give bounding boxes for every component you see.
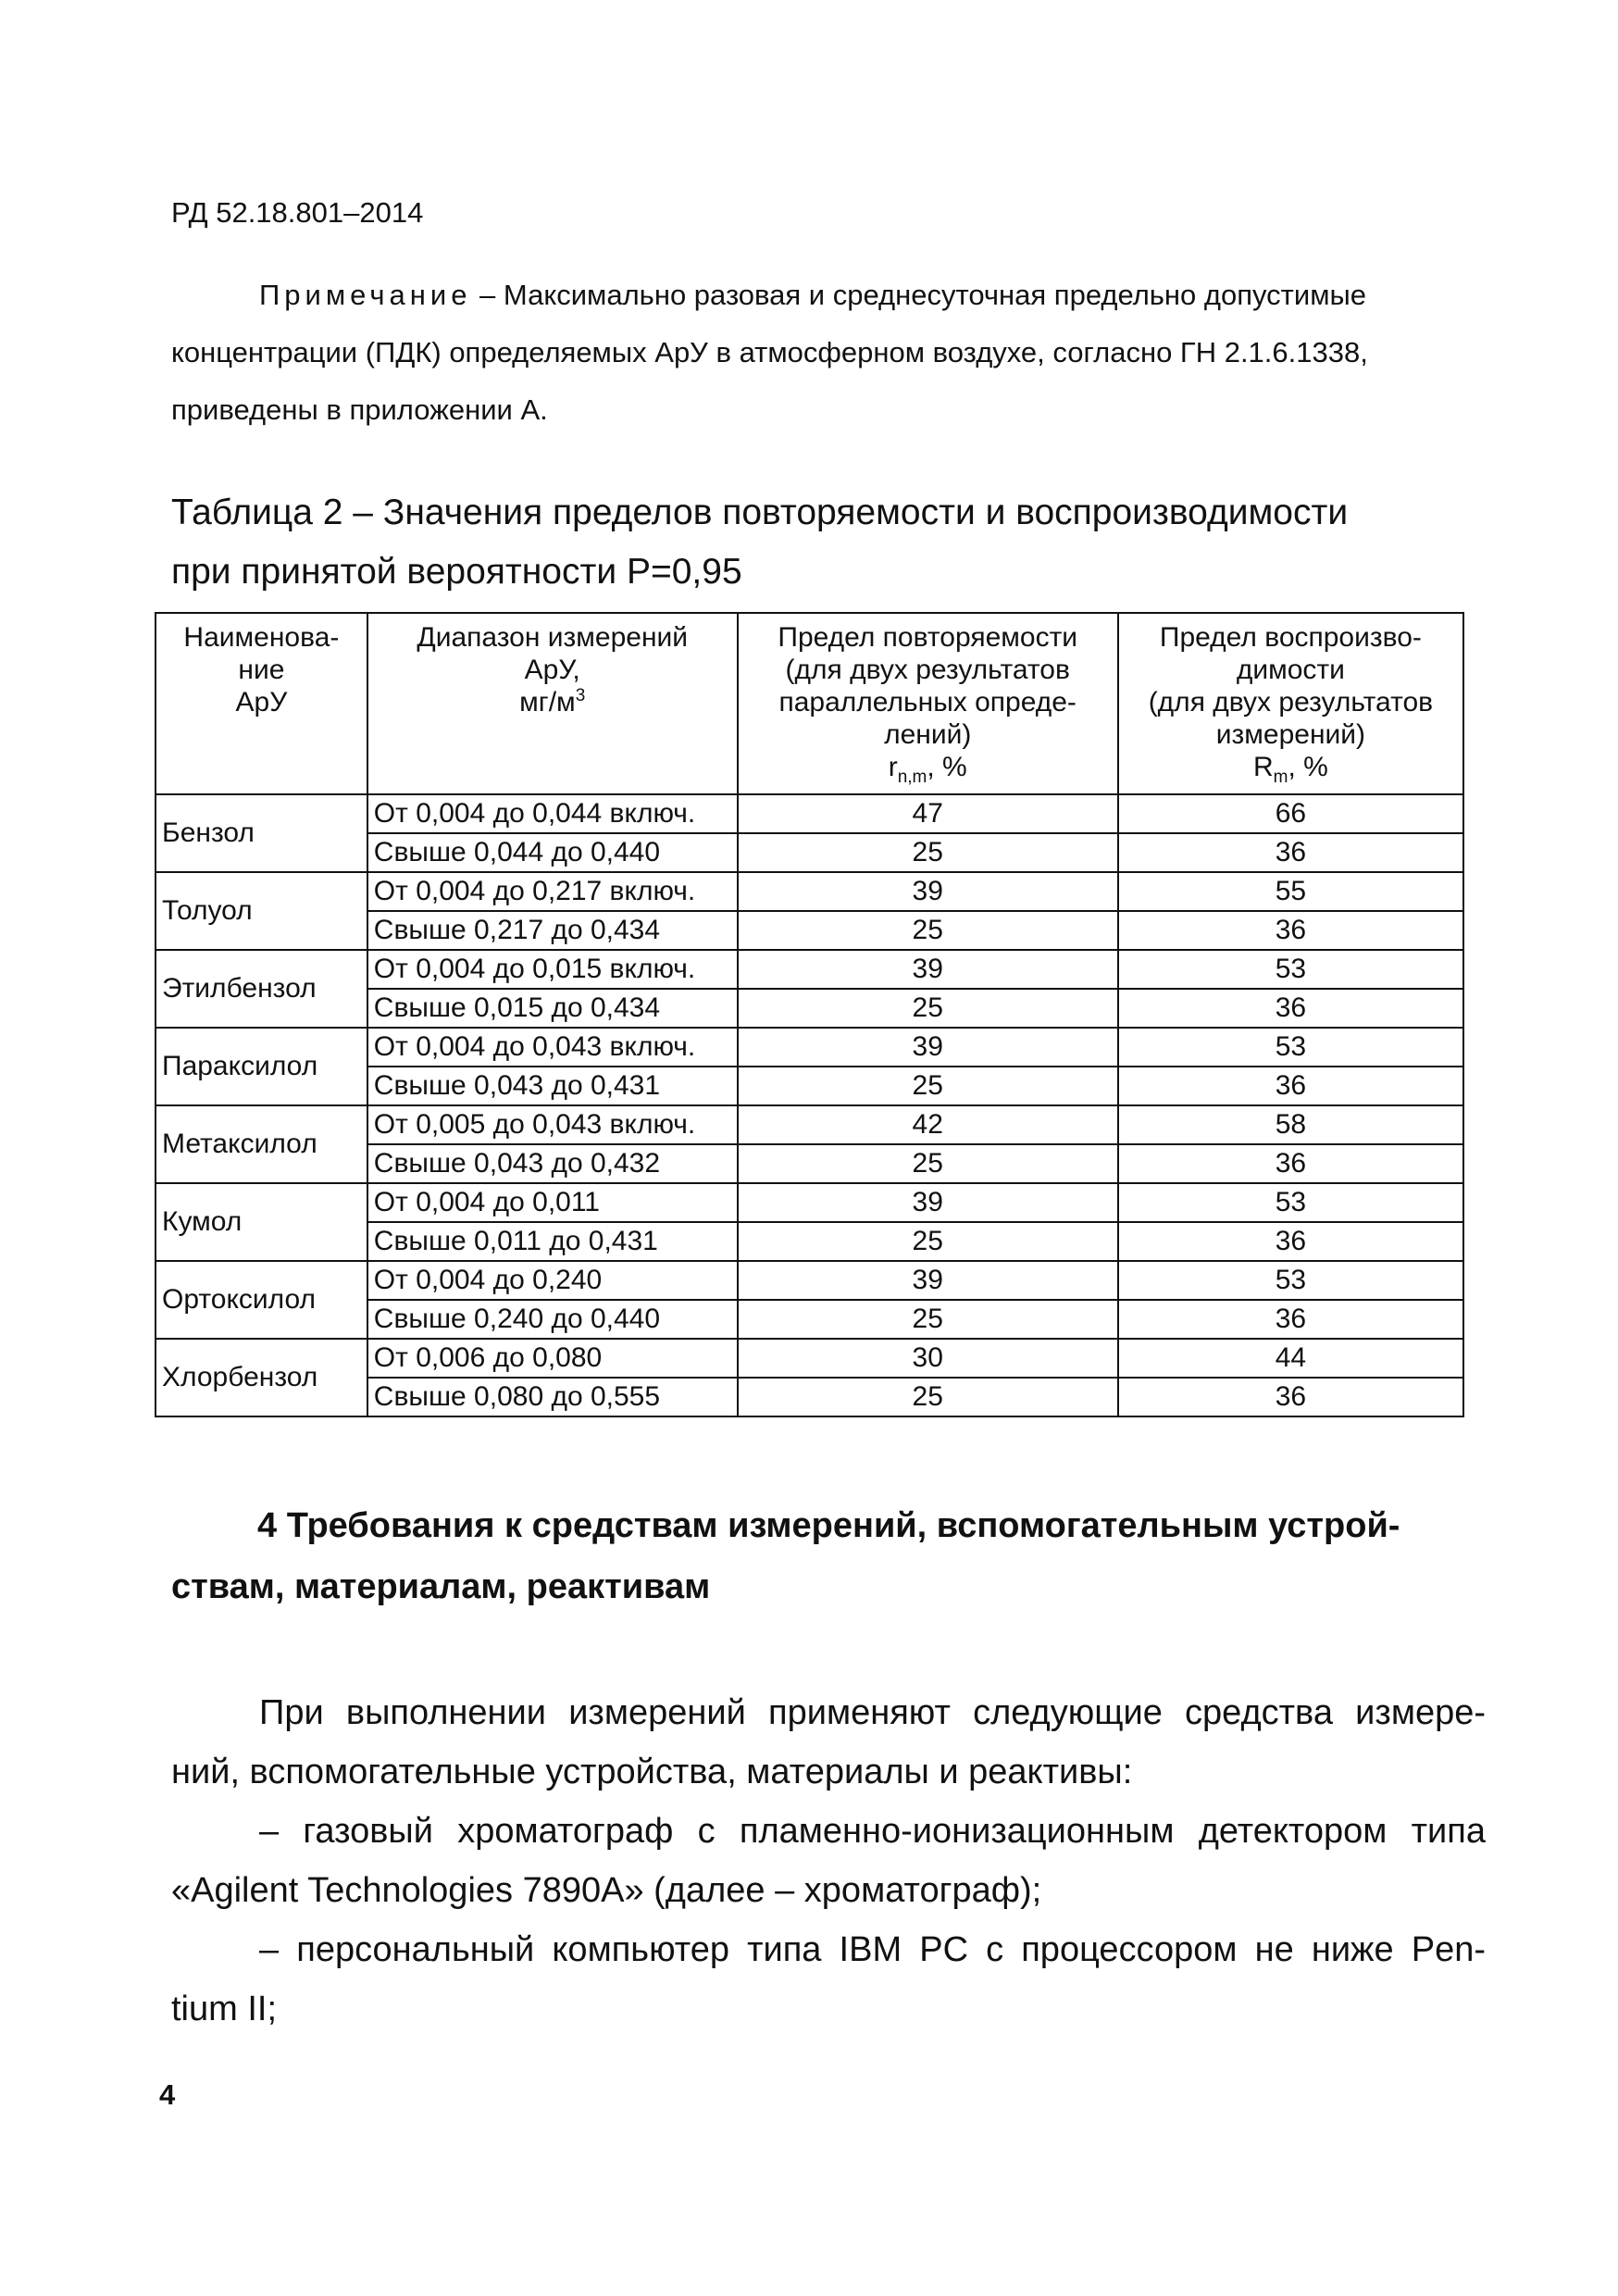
- reproducibility-cell: 55: [1118, 872, 1463, 911]
- repeatability-cell: 25: [738, 1144, 1118, 1183]
- note-line-2: концентрации (ПДК) определяемых АрУ в атмосферном воздухе, согласно ГН 2.1.6.1338,: [171, 336, 1368, 368]
- list-item-line: «Agilent Technologies 7890A» (далее – хроматограф);: [171, 1871, 1042, 1910]
- range-cell: Свыше 0,015 до 0,434: [367, 989, 738, 1028]
- range-cell: Свыше 0,011 до 0,431: [367, 1222, 738, 1261]
- note-label: Примечание: [259, 279, 472, 311]
- section-4-heading: [171, 1495, 1486, 1617]
- limits-table: [155, 612, 1464, 1417]
- paragraph-line: ний, вспомогательные устройства, материалы и реактивы:: [171, 1753, 1133, 1791]
- note-line-1: [171, 267, 1486, 324]
- substance-name: Кумол: [156, 1183, 367, 1261]
- range-cell: От 0,005 до 0,043 включ.: [367, 1105, 738, 1144]
- range-cell: От 0,004 до 0,217 включ.: [367, 872, 738, 911]
- table-row: [156, 1261, 1463, 1300]
- range-cell: От 0,004 до 0,044 включ.: [367, 794, 738, 833]
- section-4-heading-line-1: 4 Требования к средствам измерений, вспомогательным устрой-: [257, 1506, 1400, 1545]
- list-item-line: tium II;: [171, 1990, 278, 2028]
- page-number: 4: [159, 2078, 176, 2111]
- reproducibility-cell: 36: [1118, 989, 1463, 1028]
- reproducibility-cell: 44: [1118, 1339, 1463, 1378]
- range-cell: Свыше 0,043 до 0,431: [367, 1067, 738, 1105]
- table-row: [156, 872, 1463, 911]
- substance-name: Бензол: [156, 794, 367, 872]
- repeatability-cell: 39: [738, 872, 1118, 911]
- table-row: [156, 950, 1463, 989]
- repeatability-cell: 47: [738, 794, 1118, 833]
- range-cell: От 0,004 до 0,015 включ.: [367, 950, 738, 989]
- repeatability-cell: 25: [738, 911, 1118, 950]
- reproducibility-cell: 36: [1118, 1300, 1463, 1339]
- reproducibility-cell: 36: [1118, 911, 1463, 950]
- substance-name: Ортоксилол: [156, 1261, 367, 1339]
- reproducibility-cell: 53: [1118, 950, 1463, 989]
- section-4-heading-line-2: ствам, материалам, реактивам: [171, 1567, 711, 1606]
- range-cell: От 0,004 до 0,240: [367, 1261, 738, 1300]
- repeatability-cell: 30: [738, 1339, 1118, 1378]
- range-cell: Свыше 0,043 до 0,432: [367, 1144, 738, 1183]
- range-cell: От 0,004 до 0,011: [367, 1183, 738, 1222]
- note: [171, 267, 1486, 439]
- reproducibility-cell: 53: [1118, 1183, 1463, 1222]
- table-header-row: [156, 613, 1463, 794]
- substance-name: Метаксилол: [156, 1105, 367, 1183]
- repeatability-cell: 39: [738, 1183, 1118, 1222]
- reproducibility-cell: 53: [1118, 1261, 1463, 1300]
- list-item-line: – персональный компьютер типа IBM PC с процессором не ниже Pen-: [259, 1930, 1486, 1969]
- repeatability-cell: 25: [738, 989, 1118, 1028]
- reproducibility-cell: 53: [1118, 1028, 1463, 1067]
- table-row: [156, 1105, 1463, 1144]
- repeatability-cell: 25: [738, 833, 1118, 872]
- table-caption-line-2: при принятой вероятности Р=0,95: [171, 552, 742, 592]
- section-4-body: [171, 1683, 1486, 2039]
- table-row: [156, 1339, 1463, 1378]
- repeatability-cell: 39: [738, 1028, 1118, 1067]
- range-cell: Свыше 0,217 до 0,434: [367, 911, 738, 950]
- reproducibility-cell: 36: [1118, 833, 1463, 872]
- repeatability-cell: 42: [738, 1105, 1118, 1144]
- reproducibility-cell: 36: [1118, 1067, 1463, 1105]
- header-repeatability: Предел повторяемости (для двух результатов параллельных опреде- лений) $r_{n,m}$, %: [738, 613, 1118, 794]
- table-caption-line-1: Таблица 2 – Значения пределов повторяемости и воспроизводимости: [171, 493, 1349, 532]
- header-name: Наименова- ние АрУ: [156, 613, 367, 794]
- repeatability-cell: 25: [738, 1300, 1118, 1339]
- repeatability-cell: 25: [738, 1222, 1118, 1261]
- repeatability-cell: 25: [738, 1378, 1118, 1416]
- reproducibility-cell: 36: [1118, 1144, 1463, 1183]
- list-item-line: – газовый хроматограф с пламенно-ионизационным детектором типа: [259, 1812, 1486, 1851]
- repeatability-cell: 25: [738, 1067, 1118, 1105]
- range-cell: От 0,004 до 0,043 включ.: [367, 1028, 738, 1067]
- paragraph-line: При выполнении измерений применяют следующие средства измере-: [259, 1693, 1486, 1732]
- substance-name: Толуол: [156, 872, 367, 950]
- table-caption: [171, 483, 1486, 602]
- range-cell: Свыше 0,080 до 0,555: [367, 1378, 738, 1416]
- header-range: Диапазон измерений АрУ, $мг/м^3$: [367, 613, 738, 794]
- reproducibility-cell: 36: [1118, 1378, 1463, 1416]
- note-line-3: приведены в приложении А.: [171, 393, 548, 426]
- table-row: [156, 1028, 1463, 1067]
- reproducibility-cell: 36: [1118, 1222, 1463, 1261]
- repeatability-cell: 39: [738, 1261, 1118, 1300]
- substance-name: Хлорбензол: [156, 1339, 367, 1416]
- range-cell: От 0,006 до 0,080: [367, 1339, 738, 1378]
- substance-name: Параксилол: [156, 1028, 367, 1105]
- substance-name: Этилбензол: [156, 950, 367, 1028]
- header-reproducibility: Предел воспроизво- димости (для двух результатов измерений) $R_m$, %: [1118, 613, 1463, 794]
- range-cell: Свыше 0,044 до 0,440: [367, 833, 738, 872]
- repeatability-cell: 39: [738, 950, 1118, 989]
- reproducibility-cell: 66: [1118, 794, 1463, 833]
- note-text-1: – Максимально разовая и среднесуточная предельно допустимые: [471, 279, 1367, 311]
- table-row: [156, 1183, 1463, 1222]
- table-row: [156, 794, 1463, 833]
- document-code: РД 52.18.801–2014: [171, 196, 424, 229]
- range-cell: Свыше 0,240 до 0,440: [367, 1300, 738, 1339]
- reproducibility-cell: 58: [1118, 1105, 1463, 1144]
